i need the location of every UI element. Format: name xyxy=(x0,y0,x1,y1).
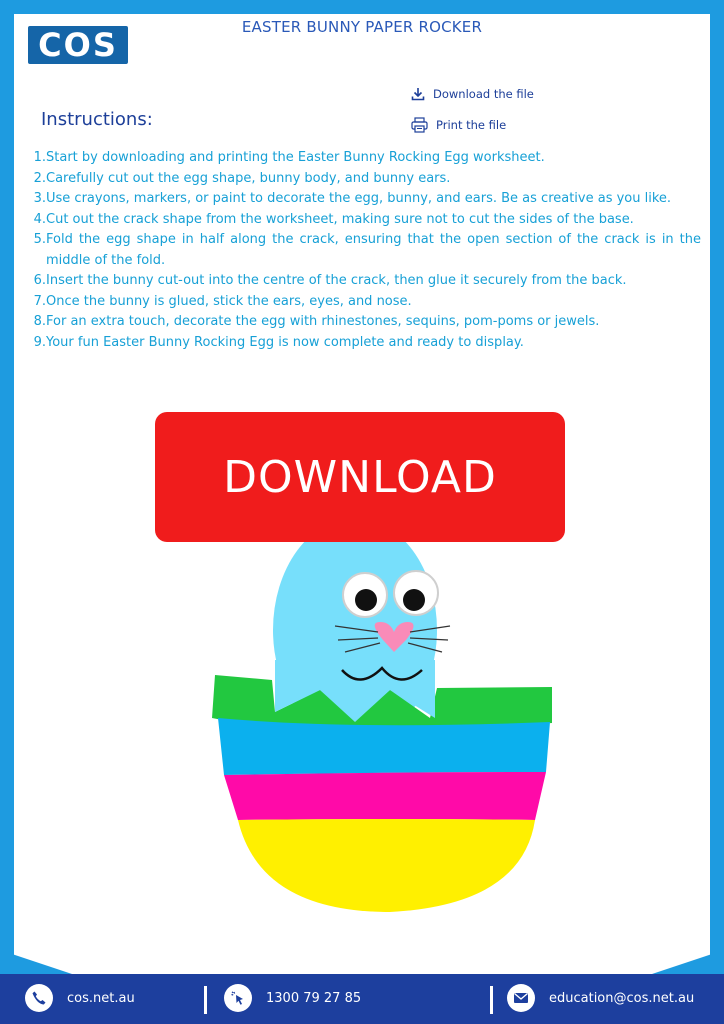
footer-phone[interactable] xyxy=(224,984,361,1012)
instructions-heading: Instructions: xyxy=(41,109,153,130)
step-text: Your fun Easter Bunny Rocking Egg is now complete and ready to display. xyxy=(46,334,524,350)
phone-icon xyxy=(25,984,53,1012)
instruction-step xyxy=(33,210,701,231)
step-text: Cut out the crack shape from the worksheet, making sure not to cut the sides of the base. xyxy=(46,211,634,227)
step-text: Start by downloading and printing the Easter Bunny Rocking Egg worksheet. xyxy=(46,150,545,165)
instruction-step xyxy=(33,169,701,190)
bunny-left-pupil xyxy=(355,589,377,611)
footer-email-text: education@cos.net.au xyxy=(549,990,695,1006)
instruction-step xyxy=(33,292,701,313)
instruction-step xyxy=(33,189,701,210)
frame-corner-left xyxy=(0,950,72,974)
egg-blue-band xyxy=(218,718,550,775)
step-number: 3. xyxy=(33,191,46,206)
instruction-step xyxy=(33,230,701,271)
instructions-list xyxy=(33,148,701,353)
logo-text: COS xyxy=(38,26,118,64)
mail-icon xyxy=(507,984,535,1012)
step-text: Once the bunny is glued, stick the ears, eyes, and nose. xyxy=(46,293,412,309)
printer-icon xyxy=(411,117,428,133)
step-number: 8. xyxy=(33,314,46,329)
instruction-step xyxy=(33,312,701,333)
cursor-click-icon xyxy=(224,984,252,1012)
step-number: 2. xyxy=(33,170,46,186)
instruction-step xyxy=(33,148,701,169)
step-number: 9. xyxy=(33,334,46,350)
step-text: Use crayons, markers, or paint to decorate the egg, bunny, and ears. Be as creative as you like. xyxy=(46,191,672,206)
footer xyxy=(0,974,724,1024)
step-number: 4. xyxy=(33,211,46,227)
page-title: EASTER BUNNY PAPER ROCKER xyxy=(241,18,483,36)
step-text: Insert the bunny cut-out into the centre of the crack, then glue it securely from the back. xyxy=(46,273,627,288)
footer-divider xyxy=(490,986,493,1014)
step-text: For an extra touch, decorate the egg with rhinestones, sequins, pom-poms or jewels. xyxy=(46,314,600,329)
frame-corner-right xyxy=(652,950,724,974)
step-number: 6. xyxy=(33,273,46,288)
instruction-step xyxy=(33,333,701,354)
download-file-label: Download the file xyxy=(433,87,534,101)
egg-pink-band xyxy=(224,772,546,820)
step-text: Carefully cut out the egg shape, bunny body, and bunny ears. xyxy=(46,170,451,186)
footer-website[interactable] xyxy=(25,984,135,1012)
footer-email[interactable] xyxy=(507,984,694,1012)
step-number: 5. xyxy=(33,232,46,247)
footer-divider xyxy=(204,986,207,1014)
step-text: Fold the egg shape in half along the crack, ensuring that the open section of the crack is in the middle of the fold. xyxy=(46,232,701,268)
footer-phone-text: 1300 79 27 85 xyxy=(266,990,362,1006)
footer-website-text: cos.net.au xyxy=(67,990,135,1006)
print-file-label: Print the file xyxy=(436,118,507,132)
step-number: 7. xyxy=(33,293,46,309)
instruction-step xyxy=(33,271,701,292)
egg-yellow-band xyxy=(238,819,535,912)
download-file-link[interactable] xyxy=(411,87,534,101)
print-file-link[interactable] xyxy=(411,117,506,133)
bunny-right-pupil xyxy=(403,589,425,611)
step-number: 1. xyxy=(33,150,46,165)
download-button[interactable]: DOWNLOAD xyxy=(155,412,565,542)
download-icon xyxy=(411,87,425,101)
